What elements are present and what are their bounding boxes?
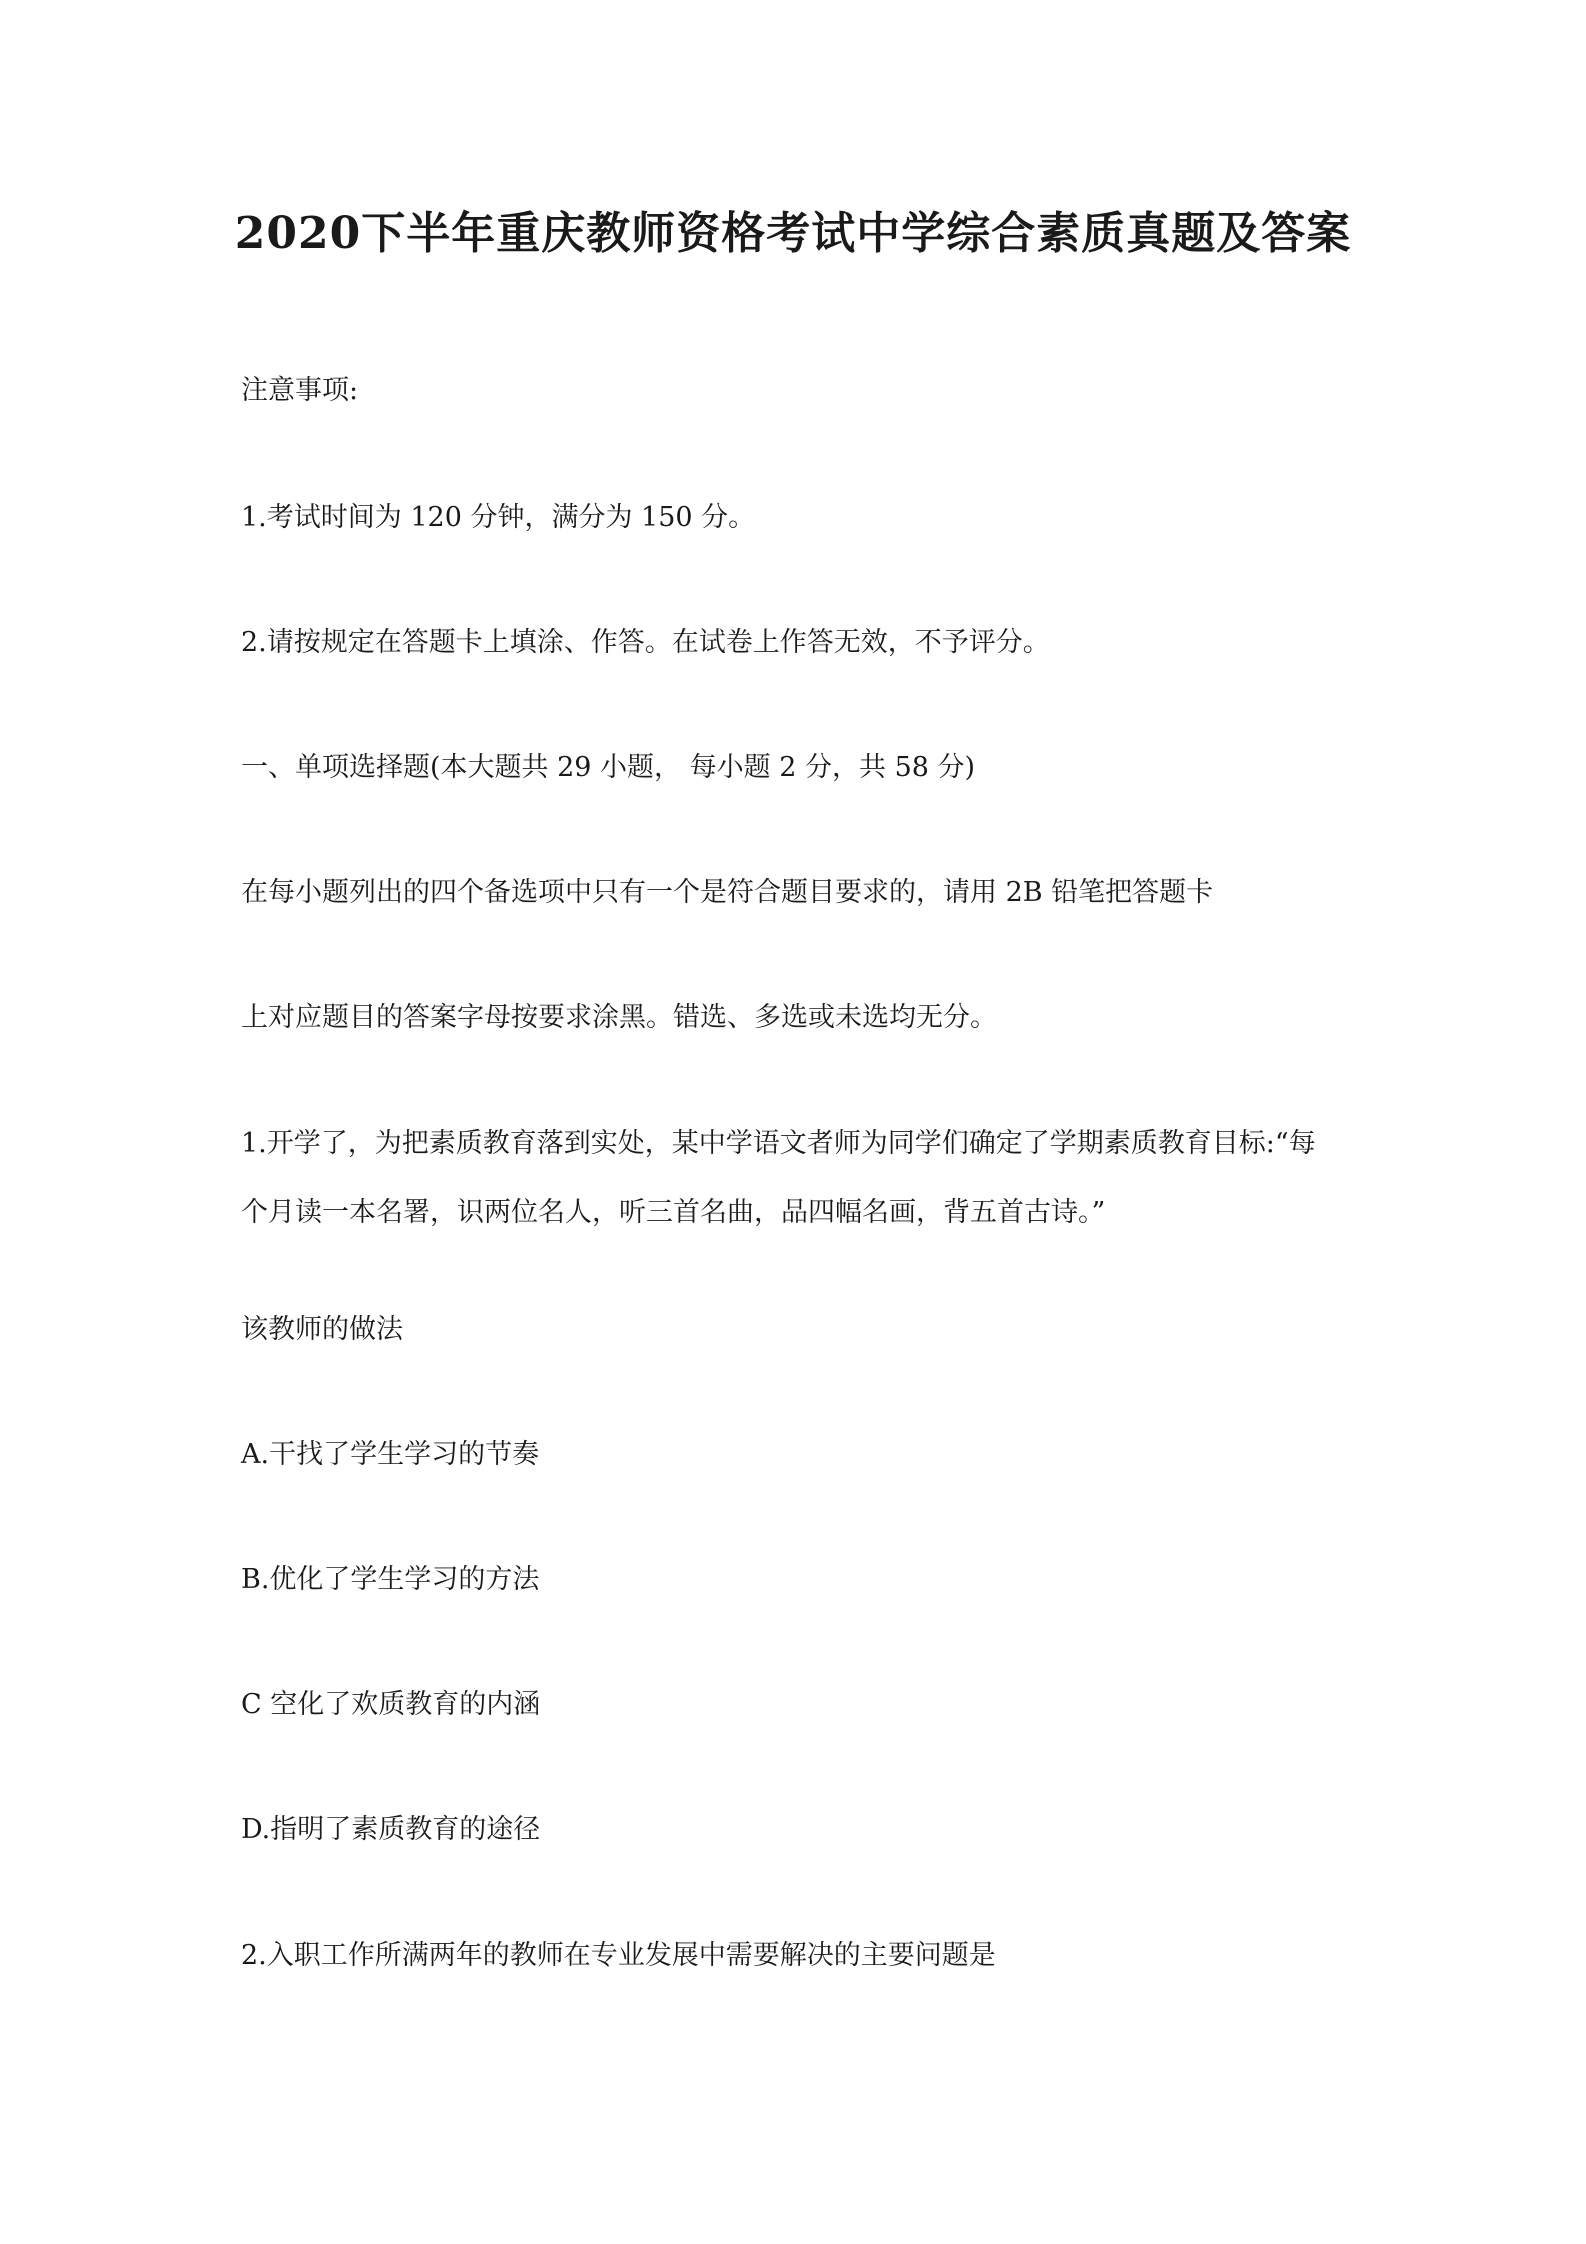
question-1-option-b: B.优化了学生学习的方法: [241, 1564, 540, 1595]
question-1-option-a: A.干找了学生学习的节奏: [241, 1439, 540, 1470]
notice-item: 2.请按规定在答题卡上填涂、作答。在试卷上作答无效，不予评分。: [241, 627, 1050, 658]
document-title: 2020下半年重庆教师资格考试中学综合素质真题及答案: [234, 208, 1352, 259]
question-1-stem: 个月读一本名署，识两位名人，听三首名曲，品四幅名画，背五首古诗。”: [241, 1197, 1106, 1228]
question-1-option-c: C 空化了欢质教育的内涵: [241, 1689, 541, 1720]
instruction-line: 上对应题目的答案字母按要求涂黑。错选、多选或未选均无分。: [241, 1002, 997, 1033]
instruction-line: 在每小题列出的四个备选项中只有一个是符合题目要求的，请用 2B 铅笔把答题卡: [241, 877, 1214, 908]
question-1-option-d: D.指明了素质教育的途径: [241, 1814, 541, 1845]
question-1-prompt: 该教师的做法: [241, 1314, 403, 1345]
notice-heading: 注意事项:: [241, 375, 359, 406]
section-heading: 一、单项选择题(本大题共 29 小题， 每小题 2 分，共 58 分): [241, 752, 976, 783]
notice-item: 1.考试时间为 120 分钟，满分为 150 分。: [241, 502, 756, 533]
question-1-stem: 1.开学了，为把素质教育落到实处，某中学语文者师为同学们确定了学期素质教育目标:“每: [241, 1128, 1316, 1159]
question-2-stem: 2.入职工作所满两年的教师在专业发展中需要解决的主要问题是: [241, 1940, 996, 1971]
